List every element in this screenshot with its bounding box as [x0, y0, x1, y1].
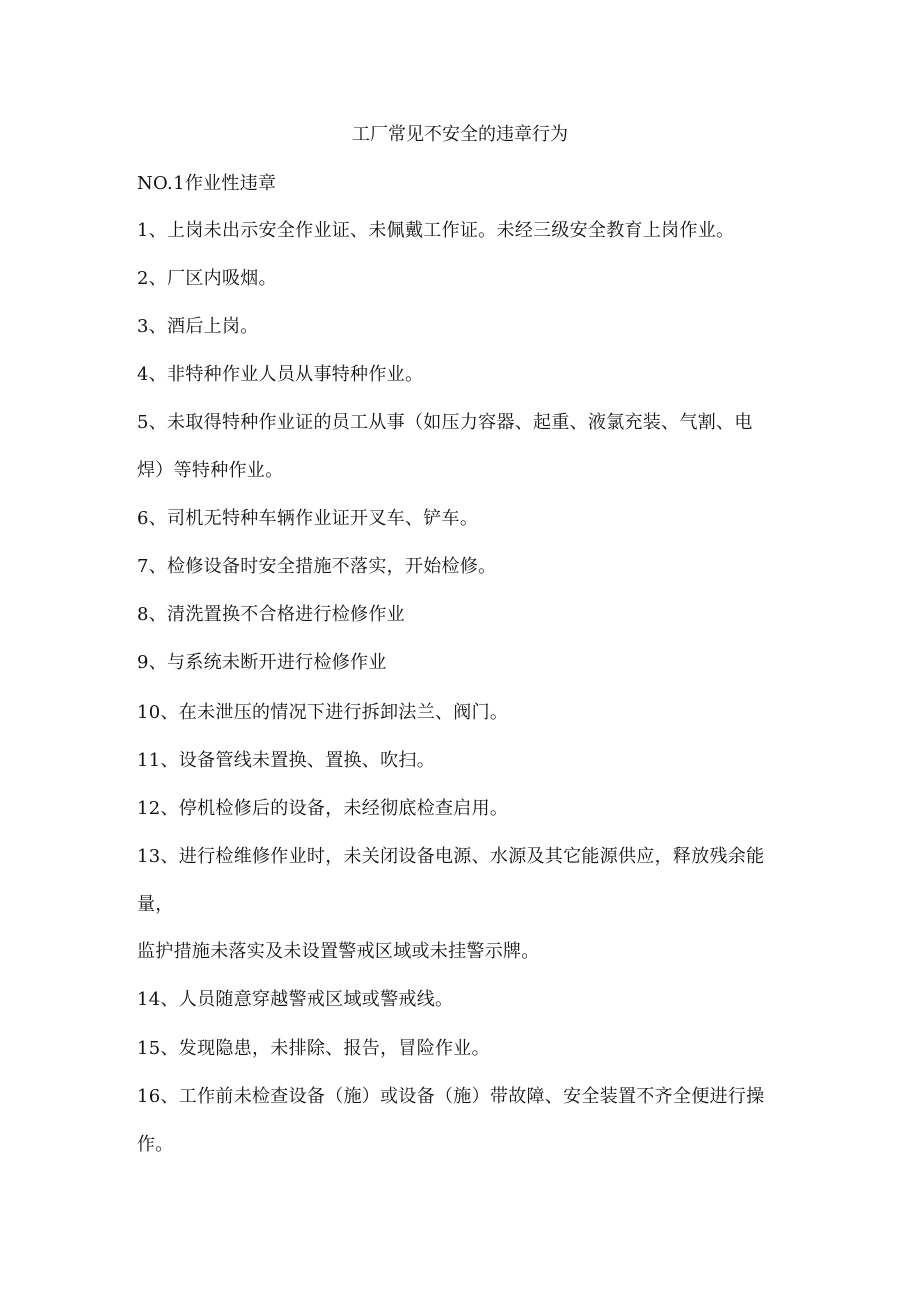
rule-item: 6、司机无特种车辆作业证开叉车、铲车。: [137, 508, 479, 529]
rule-item: 14、人员随意穿越警戒区域或警戒线。: [137, 989, 454, 1010]
rule-item: 2、厂区内吸烟。: [137, 268, 277, 289]
rule-item: 13、进行检维修作业时，未关闭设备电源、水源及其它能源供应，释放残余能: [137, 846, 765, 867]
rule-item: 4、非特种作业人员从事特种作业。: [137, 364, 424, 385]
rule-item: 9、与系统未断开进行检修作业: [137, 652, 387, 673]
rule-item: 16、工作前未检查设备（施）或设备（施）带故障、安全装置不齐全便进行操: [137, 1086, 765, 1107]
document-title: 工厂常见不安全的违章行为: [352, 124, 568, 145]
rule-item-continuation: 作。: [137, 1134, 174, 1155]
rule-item: 7、检修设备时安全措施不落实，开始检修。: [137, 556, 497, 577]
rule-item: 8、清洗置换不合格进行检修作业: [137, 604, 405, 625]
rule-item: 10、在未泄压的情况下进行拆卸法兰、阀门。: [137, 702, 509, 723]
rule-item: 12、停机检修后的设备，未经彻底检查启用。: [137, 798, 509, 819]
section-heading: NO.1作业性违章: [137, 173, 277, 194]
rule-item-continuation: 焊）等特种作业。: [137, 460, 284, 481]
rule-item: 15、发现隐患，未排除、报告，冒险作业。: [137, 1038, 490, 1059]
rule-item: 11、设备管线未置换、置换、吹扫。: [137, 750, 436, 771]
rule-item: 3、酒后上岗。: [137, 316, 259, 337]
rule-item-continuation: 监护措施未落实及未设置警戒区域或未挂警示牌。: [137, 941, 540, 962]
rule-item-continuation: 量，: [137, 894, 174, 915]
rule-item: 5、未取得特种作业证的员工从事（如压力容器、起重、液氯充装、气割、电: [137, 412, 753, 433]
rule-item: 1、上岗未出示安全作业证、未佩戴工作证。未经三级安全教育上岗作业。: [137, 220, 735, 241]
